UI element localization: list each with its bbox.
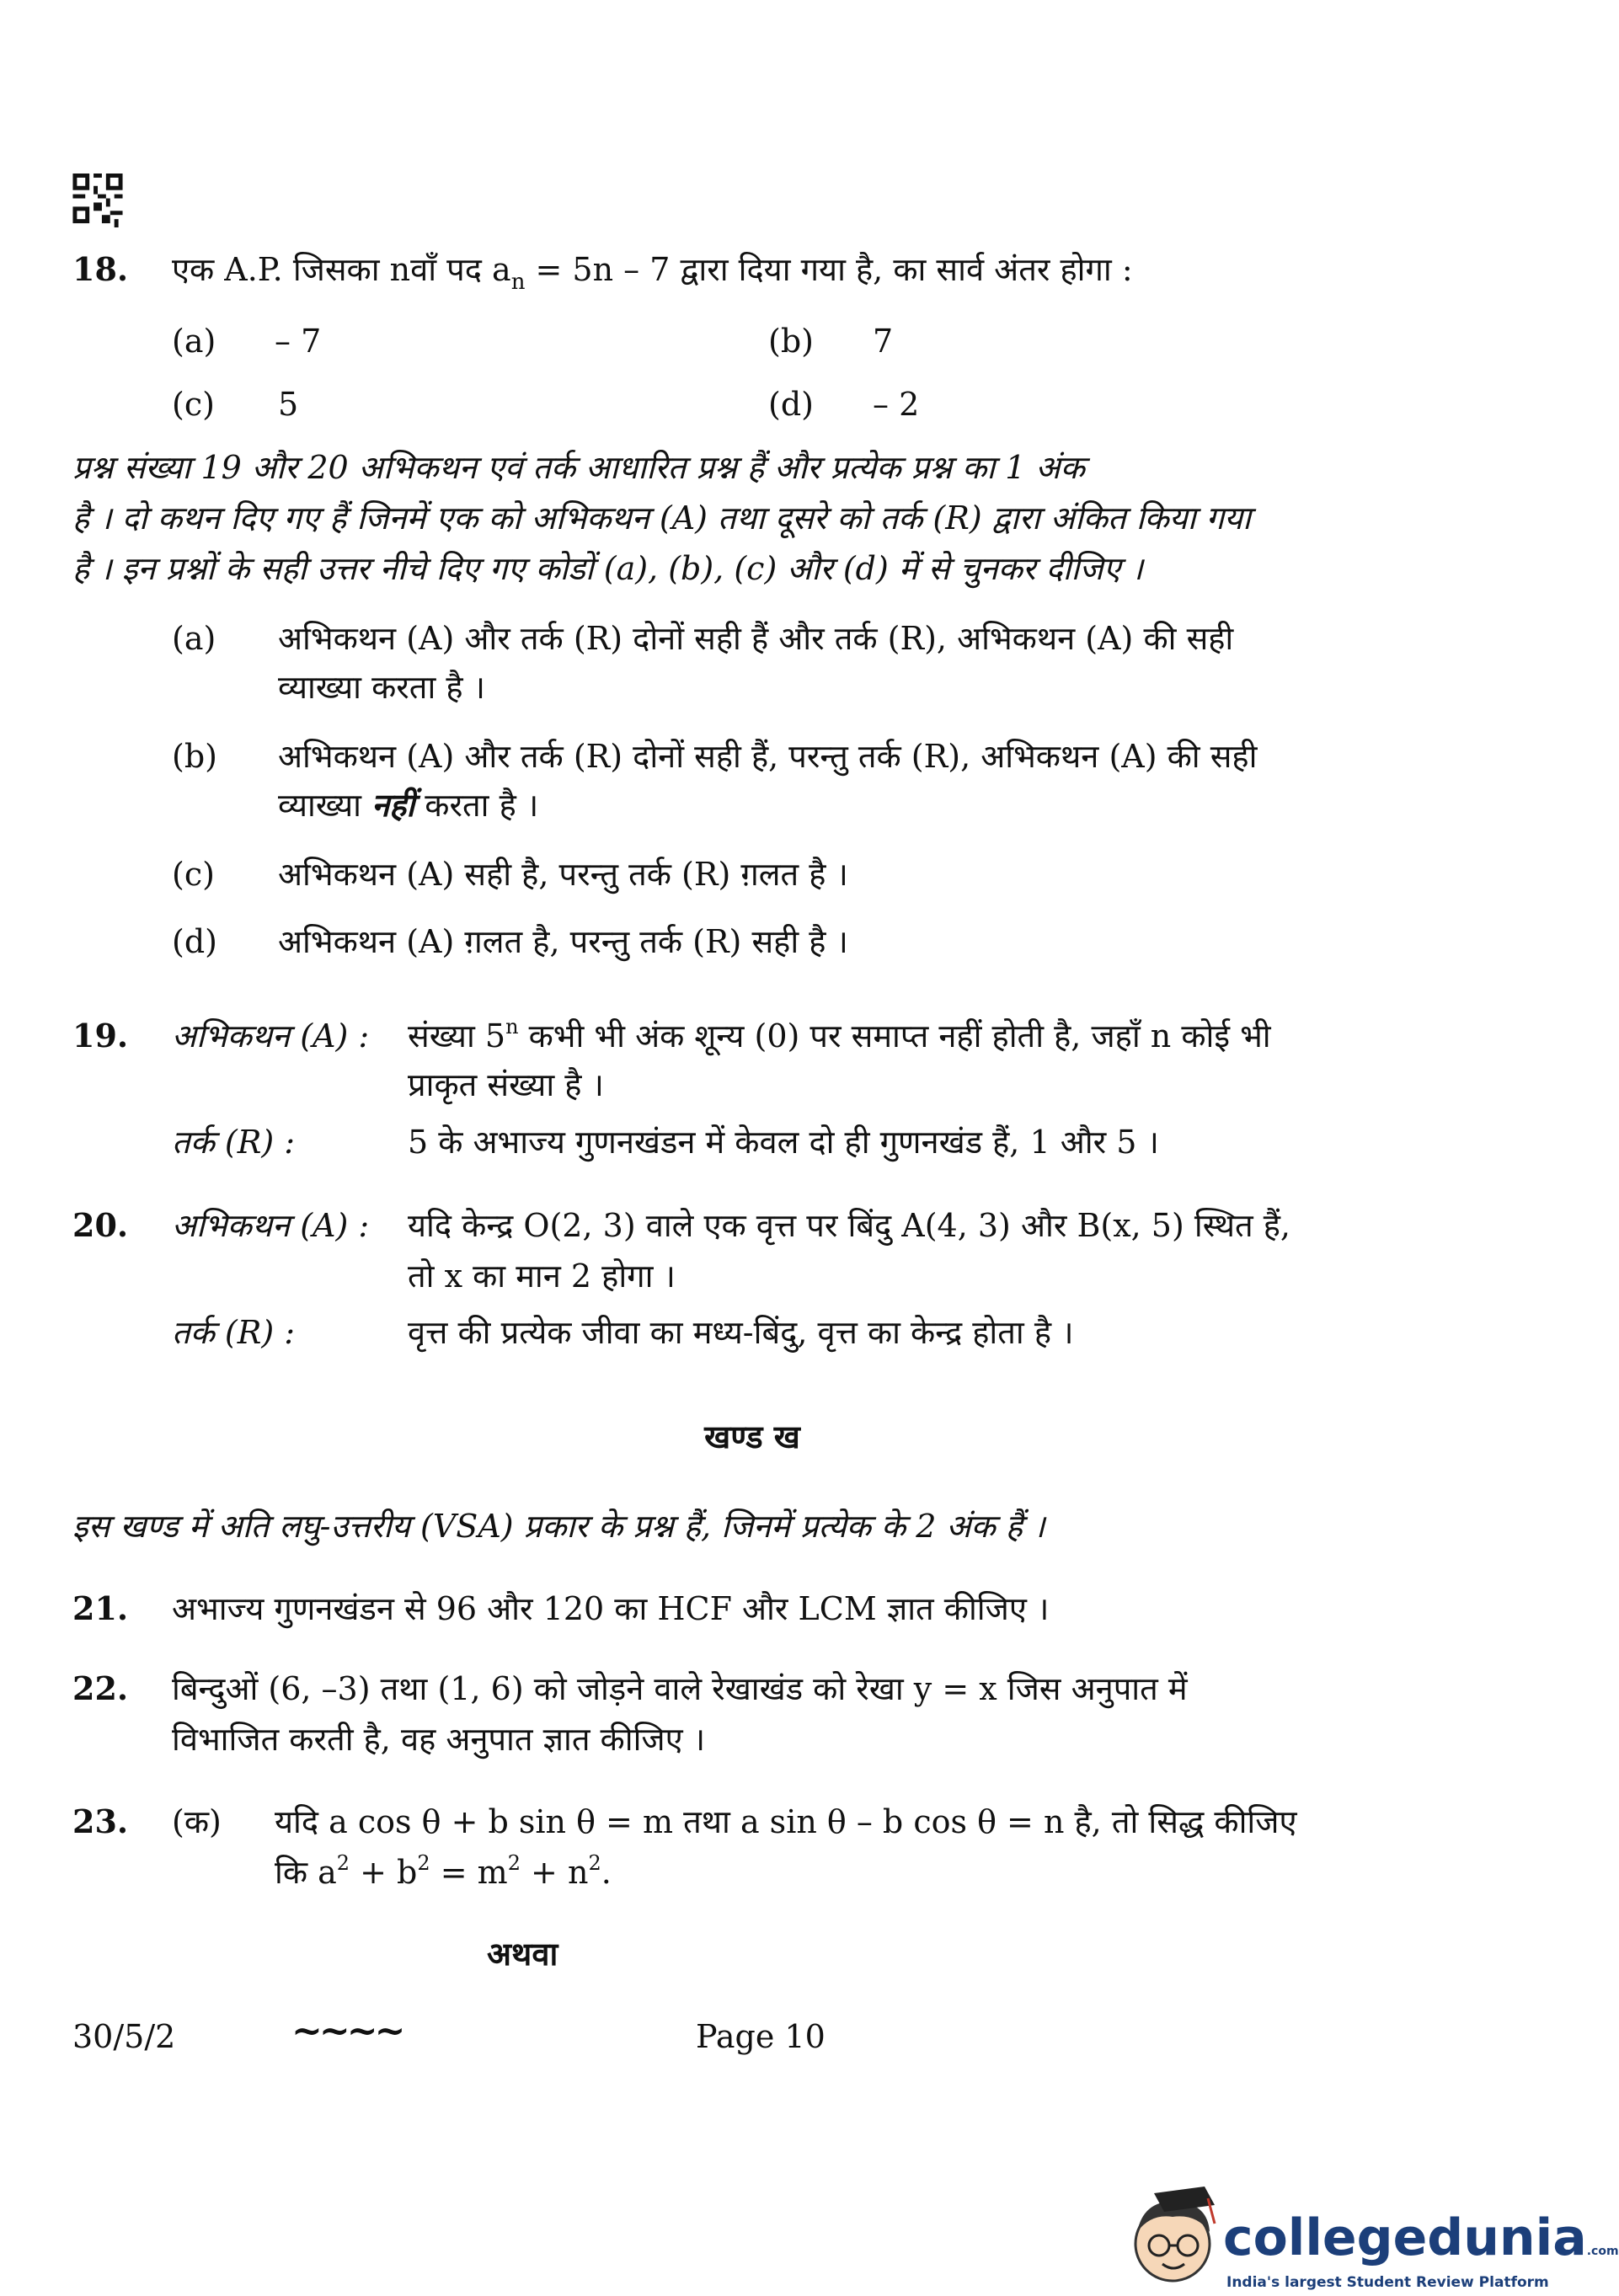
- assertion-text: तो x का मान 2 होगा ।: [408, 1257, 676, 1295]
- ar-code-text: व्याख्या करता है ।: [278, 669, 486, 706]
- question-18: [72, 244, 128, 295]
- q18-option-label: (c): [172, 386, 215, 423]
- q18-option-label: (d): [768, 386, 814, 423]
- assertion-text: [408, 1011, 1271, 1065]
- question-text: यदि a cos θ + b sin θ = m तथा a sin θ – b cos θ = n है, तो सिद्ध कीजिए: [275, 1803, 1297, 1840]
- q18-option-label: (a): [172, 323, 216, 360]
- q18-option-text: – 2: [873, 386, 920, 423]
- ar-code-text-post: करता है ।: [414, 787, 539, 824]
- logo-name: collegedunia: [1223, 2208, 1587, 2267]
- question-18-text: [172, 244, 1133, 299]
- ar-code-text-pre: व्याख्या: [278, 787, 372, 824]
- question-number: 19.: [72, 1017, 129, 1055]
- assertion-text: यदि केन्द्र O(2, 3) वाले एक वृत्त पर बिंदु A(4, 3) और B(x, 5) स्थित हैं,: [408, 1207, 1291, 1244]
- question-number: 21.: [72, 1589, 129, 1627]
- ar-code-text: अभिकथन (A) और तर्क (R) दोनों सही हैं, परन्तु तर्क (R), अभिकथन (A) की सही: [278, 738, 1258, 775]
- superscript: 2: [507, 1851, 521, 1875]
- assertion-text-post: कभी भी अंक शून्य (0) पर समाप्त नहीं होती है, जहाँ n कोई भी: [518, 1017, 1271, 1055]
- ar-code-label: (b): [172, 738, 217, 775]
- ar-code-label: (c): [172, 856, 215, 893]
- q18-option-text: – 7: [275, 323, 322, 360]
- reason-text: वृत्त की प्रत्येक जीवा का मध्य-बिंदु, वृत्त का केन्द्र होता है ।: [408, 1314, 1074, 1351]
- assertion-text-pre: संख्या 5: [408, 1017, 506, 1055]
- paper-code: 30/5/2: [72, 2018, 176, 2055]
- eq-part: + n: [520, 1854, 589, 1891]
- assertion-label: अभिकथन (A) :: [172, 1207, 370, 1244]
- logo-tagline: India's largest Student Review Platform: [1226, 2274, 1549, 2291]
- footer-ornament: ~~~~: [291, 2010, 403, 2053]
- eq-part: कि a: [275, 1854, 337, 1891]
- q18-text-pre: एक A.P. जिसका nवाँ पद a: [172, 251, 511, 288]
- reason-text: 5 के अभाज्य गुणनखंडन में केवल दो ही गुणनखंड हैं, 1 और 5 ।: [408, 1124, 1159, 1161]
- ar-code-text: अभिकथन (A) ग़लत है, परन्तु तर्क (R) सही है ।: [278, 923, 848, 960]
- section-intro: इस खण्ड में अति लघु-उत्तरीय (VSA) प्रकार के प्रश्न हैं, जिनमें प्रत्येक के 2 अंक हैं ।: [72, 1508, 1045, 1545]
- eq-part: = m: [430, 1854, 508, 1891]
- q18-option-text: 7: [873, 323, 894, 360]
- qr-code: [72, 174, 123, 227]
- question-text: अभाज्य गुणनखंडन से 96 और 120 का HCF और LCM ज्ञात कीजिए ।: [172, 1590, 1050, 1627]
- eq-part: .: [601, 1854, 612, 1891]
- ar-code-emphasis: नहीं: [371, 786, 415, 824]
- assertion-text: प्राकृत संख्या है ।: [408, 1066, 604, 1103]
- superscript: 2: [336, 1851, 350, 1875]
- ar-code-text: अभिकथन (A) सही है, परन्तु तर्क (R) ग़लत है ।: [278, 856, 848, 893]
- assertion-label: अभिकथन (A) :: [172, 1017, 370, 1055]
- q18-option-text: 5: [278, 386, 299, 423]
- section-title: खण्ड ख: [704, 1418, 800, 1455]
- ar-code-label: (d): [172, 923, 217, 960]
- reason-label: तर्क (R) :: [172, 1124, 296, 1161]
- ar-intro-line: है । इन प्रश्नों के सही उत्तर नीचे दिए गए कोडों (a), (b), (c) और (d) में से चुनकर दीजिए ।: [72, 550, 1144, 587]
- question-number: 20.: [72, 1206, 129, 1244]
- question-text: बिन्दुओं (6, –3) तथा (1, 6) को जोड़ने वाले रेखाखंड को रेखा y = x जिस अनुपात में: [172, 1670, 1188, 1707]
- ar-code-text: अभिकथन (A) और तर्क (R) दोनों सही हैं और तर्क (R), अभिकथन (A) की सही: [278, 620, 1234, 657]
- question-number: 22.: [72, 1669, 129, 1707]
- mascot-icon: [1120, 2180, 1230, 2289]
- collegedunia-logo: [1223, 2208, 1619, 2267]
- ar-intro-line: प्रश्न संख्या 19 और 20 अभिकथन एवं तर्क आधारित प्रश्न हैं और प्रत्येक प्रश्न का 1 अंक: [72, 449, 1085, 486]
- ar-intro-line: है । दो कथन दिए गए हैं जिनमें एक को अभिकथन (A) तथा दूसरे को तर्क (R) द्वारा अंकित किया गया: [72, 499, 1251, 537]
- question-number: 23.: [72, 1802, 129, 1840]
- superscript: 2: [588, 1851, 601, 1875]
- question-text: [275, 1847, 612, 1902]
- question-part: (क): [172, 1803, 222, 1840]
- reason-label: तर्क (R) :: [172, 1314, 296, 1351]
- ar-code-text: [278, 780, 538, 830]
- eq-part: + b: [350, 1854, 418, 1891]
- logo-dotcom: .com: [1586, 2245, 1619, 2258]
- page-number: Page 10: [696, 2018, 826, 2055]
- q18-option-label: (b): [768, 323, 814, 360]
- q18-subscript: n: [510, 270, 526, 295]
- q18-text-post: = 5n – 7 द्वारा दिया गया है, का सार्व अंतर होगा :: [525, 251, 1133, 288]
- or-label: अथवा: [487, 1935, 558, 1973]
- ar-code-label: (a): [172, 620, 216, 657]
- question-text: विभाजित करती है, वह अनुपात ज्ञात कीजिए ।: [172, 1721, 706, 1758]
- question-number: 18.: [72, 250, 129, 288]
- superscript: n: [505, 1015, 519, 1039]
- superscript: 2: [417, 1851, 430, 1875]
